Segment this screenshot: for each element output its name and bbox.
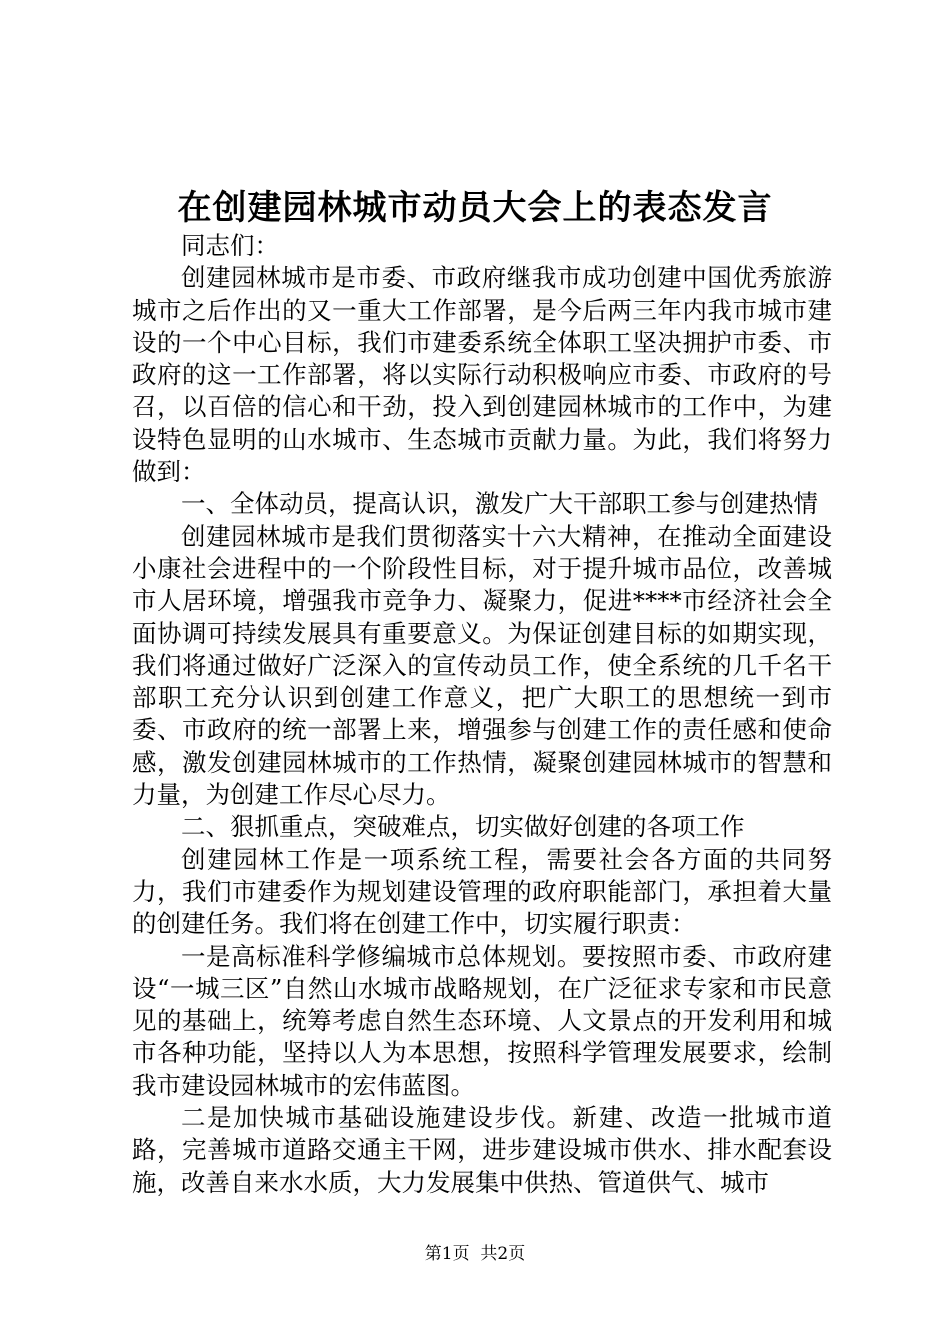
paragraph-intro: 创建园林城市是市委、市政府继我市成功创建中国优秀旅游城市之后作出的又一重大工作部署，是今后两三年内我市城市建设的一个中心目标，我们市建委系统全体职工坚决拥护市委、市政府的这一工作部署，将以实际行动积极响应市委、市政府的号召，以百倍的信心和干劲，投入到创建园林城市的工作中，为建设特色显明的山水城市、生态城市贡献力量。为此，我们将努力做到： — [132, 263, 832, 487]
document-body — [132, 230, 832, 1199]
salutation: 同志们： — [181, 231, 279, 260]
paragraph-item-2: 二是加快城市基础设施建设步伐。新建、改造一批城市道路，完善城市道路交通主干网，进步建设城市供水、排水配套设施，改善自来水水质，大力发展集中供热、管道供气、城市 — [132, 1103, 832, 1197]
paragraph-item-1: 一是高标准科学修编城市总体规划。要按照市委、市政府建设“一城三区”自然山水城市战略规划，在广泛征求专家和市民意见的基础上，统筹考虑自然生态环境、人文景点的开发利用和城市各种功能，坚持以人为本思想，按照科学管理发展要求，绘制我市建设园林城市的宏伟蓝图。 — [132, 941, 832, 1100]
page-total: 共2页 — [480, 1244, 526, 1264]
page-footer — [0, 1242, 950, 1266]
section-heading-1: 一、全体动员，提高认识，激发广大干部职工参与创建热情 — [181, 489, 818, 519]
section-heading-2: 二、狠抓重点，突破难点，切实做好创建的各项工作 — [181, 812, 745, 842]
page-number: 第1页 — [424, 1244, 470, 1264]
document-title: 在创建园林城市动员大会上的表态发言 — [177, 188, 773, 228]
paragraph-section-1: 创建园林城市是我们贯彻落实十六大精神，在推动全面建设小康社会进程中的一个阶段性目标，对于提升城市品位，改善城市人居环境，增强我市竞争力、凝聚力，促进****市经济社会全面协调可持续发展具有重要意义。为保证创建目标的如期实现，我们将通过做好广泛深入的宣传动员工作，使全系统的几千名干部职工充分认识到创建工作意义，把广大职工的思想统一到市委、市政府的统一部署上来，增强参与创建工作的责任感和使命感，激发创建园林城市的工作热情，凝聚创建园林城市的智慧和力量，为创建工作尽心尽力。 — [132, 521, 832, 810]
paragraph-section-2: 创建园林工作是一项系统工程，需要社会各方面的共同努力，我们市建委作为规划建设管理的政府职能部门，承担着大量的创建任务。我们将在创建工作中，切实履行职责： — [132, 844, 832, 939]
